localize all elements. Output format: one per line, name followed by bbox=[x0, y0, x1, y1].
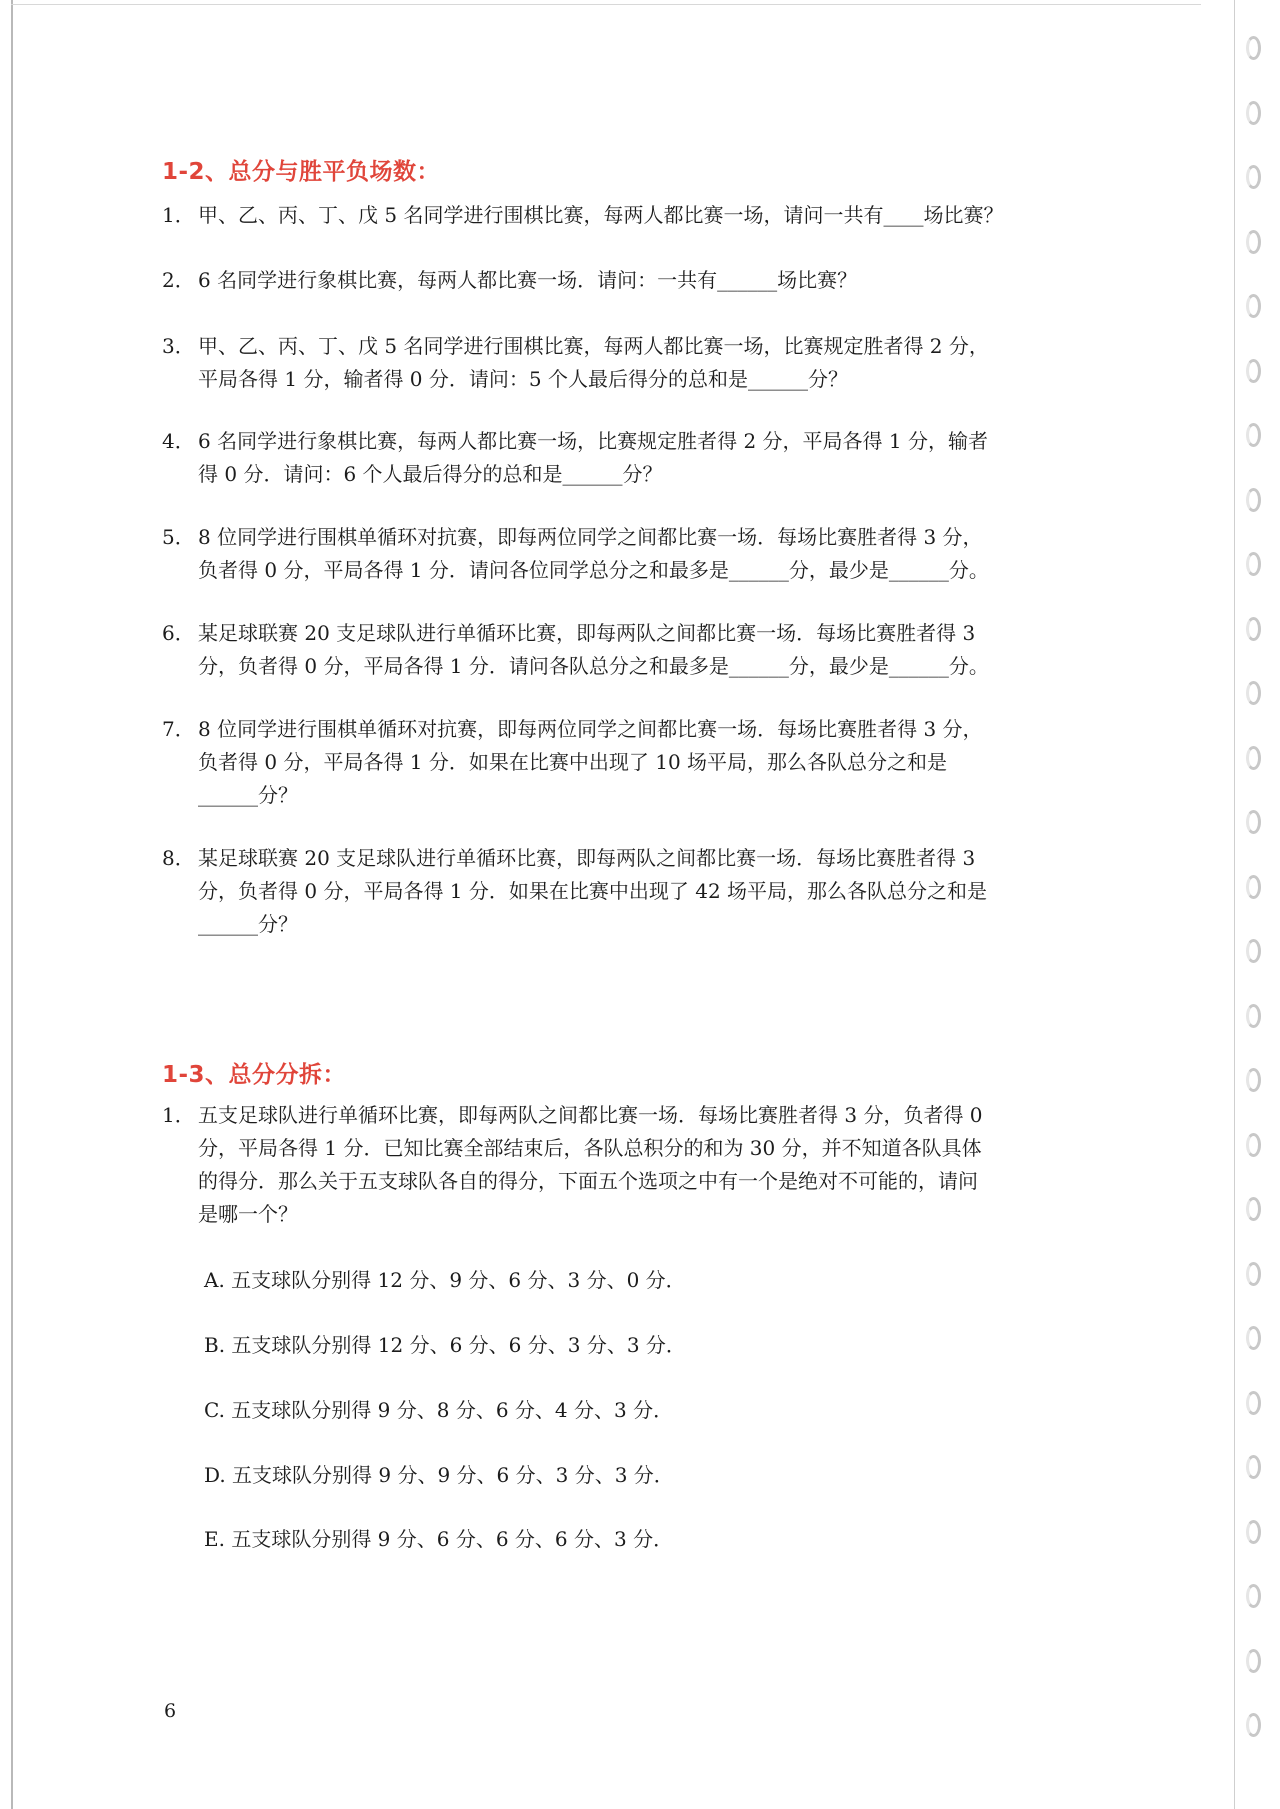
question-text: 8 位同学进行围棋单循环对抗赛，即每两位同学之间都比赛一场．每场比赛胜者得 3 分， 负者得 0 分，平局各得 1 分．请问各位同学总分之和最多是______分，最少是______分。 bbox=[198, 525, 989, 582]
option-b: B. 五支球队分别得 12 分、6 分、6 分、3 分、3 分． bbox=[204, 1333, 686, 1357]
binding-ring bbox=[1246, 1068, 1261, 1092]
binding-ring bbox=[1246, 359, 1261, 383]
question-number: 5． bbox=[162, 525, 195, 549]
question-number: 1． bbox=[162, 203, 195, 227]
binding-ring bbox=[1246, 1391, 1261, 1415]
question-text: 6 名同学进行象棋比赛，每两人都比赛一场．请问：一共有______场比赛？ bbox=[198, 268, 858, 292]
question-number: 2． bbox=[162, 268, 195, 292]
option-a: A. 五支球队分别得 12 分、9 分、6 分、3 分、0 分． bbox=[204, 1268, 686, 1292]
binding-ring bbox=[1246, 36, 1261, 60]
binding-ring bbox=[1246, 488, 1261, 512]
binding-ring bbox=[1246, 1455, 1261, 1479]
binding-ring bbox=[1246, 294, 1261, 318]
binding-rings bbox=[1238, 26, 1278, 1806]
binding-ring bbox=[1246, 1197, 1261, 1221]
option-e: E. 五支球队分别得 9 分、6 分、6 分、6 分、3 分． bbox=[204, 1527, 674, 1551]
page-top-edge bbox=[11, 4, 1201, 5]
binding-ring bbox=[1246, 423, 1261, 447]
binding-ring bbox=[1246, 101, 1261, 125]
page-left-edge bbox=[11, 0, 13, 1809]
binding-ring bbox=[1246, 875, 1261, 899]
question-text: 8 位同学进行围棋单循环对抗赛，即每两位同学之间都比赛一场．每场比赛胜者得 3 分， 负者得 0 分，平局各得 1 分．如果在比赛中出现了 10 场平局，那么各队总分之和是 ______分？ bbox=[198, 717, 983, 807]
binding-ring bbox=[1246, 1713, 1261, 1737]
question-text: 甲、乙、丙、丁、戊 5 名同学进行围棋比赛，每两人都比赛一场，比赛规定胜者得 2 分， 平局各得 1 分，输者得 0 分．请问：5 个人最后得分的总和是______分？ bbox=[198, 334, 989, 391]
binding-ring bbox=[1246, 1133, 1261, 1157]
binding-ring bbox=[1246, 810, 1261, 834]
binding-ring bbox=[1246, 939, 1261, 963]
option-c: C. 五支球队分别得 9 分、8 分、6 分、4 分、3 分． bbox=[204, 1398, 674, 1422]
section-title-1-2: 1-2、总分与胜平负场数： bbox=[162, 159, 441, 185]
binding-ring bbox=[1246, 230, 1261, 254]
binding-ring bbox=[1246, 617, 1261, 641]
binding-ring bbox=[1246, 1520, 1261, 1544]
question-number: 6． bbox=[162, 621, 195, 645]
question-text: 某足球联赛 20 支足球队进行单循环比赛，即每两队之间都比赛一场．每场比赛胜者得 3 分，负者得 0 分，平局各得 1 分．请问各队总分之和最多是______分，最少是______分。 bbox=[198, 621, 989, 678]
binding-ring bbox=[1246, 1326, 1261, 1350]
question-number: 7． bbox=[162, 717, 195, 741]
page-right-edge bbox=[1234, 0, 1235, 1809]
question-number: 3． bbox=[162, 334, 195, 358]
binding-ring bbox=[1246, 1649, 1261, 1673]
binding-ring bbox=[1246, 1584, 1261, 1608]
question-text: 五支足球队进行单循环比赛，即每两队之间都比赛一场．每场比赛胜者得 3 分，负者得 0 分，平局各得 1 分．已知比赛全部结束后，各队总积分的和为 30 分，并不知道各队具体 的得分．那么关于五支球队各自的得分，下面五个选项之中有一个是绝对不可能的，请问 是哪一个？ bbox=[198, 1103, 983, 1226]
question-text: 甲、乙、丙、丁、戊 5 名同学进行围棋比赛，每两人都比赛一场，请问一共有____场比赛？ bbox=[198, 203, 1004, 227]
binding-ring bbox=[1246, 681, 1261, 705]
binding-ring bbox=[1246, 552, 1261, 576]
question-number: 8． bbox=[162, 846, 195, 870]
binding-ring bbox=[1246, 165, 1261, 189]
question-number: 1． bbox=[162, 1103, 195, 1127]
binding-ring bbox=[1246, 1262, 1261, 1286]
binding-ring bbox=[1246, 746, 1261, 770]
question-text: 某足球联赛 20 支足球队进行单循环比赛，即每两队之间都比赛一场．每场比赛胜者得 3 分，负者得 0 分，平局各得 1 分．如果在比赛中出现了 42 场平局，那么各队总分之和是 ______分？ bbox=[198, 846, 988, 936]
binding-ring bbox=[1246, 1004, 1261, 1028]
question-text: 6 名同学进行象棋比赛，每两人都比赛一场，比赛规定胜者得 2 分，平局各得 1 分，输者 得 0 分．请问：6 个人最后得分的总和是______分？ bbox=[198, 429, 988, 486]
question-number: 4． bbox=[162, 429, 195, 453]
page-number: 6 bbox=[164, 1700, 177, 1722]
section-title-1-3: 1-3、总分分拆： bbox=[162, 1062, 347, 1088]
option-d: D. 五支球队分别得 9 分、9 分、6 分、3 分、3 分． bbox=[204, 1463, 674, 1487]
